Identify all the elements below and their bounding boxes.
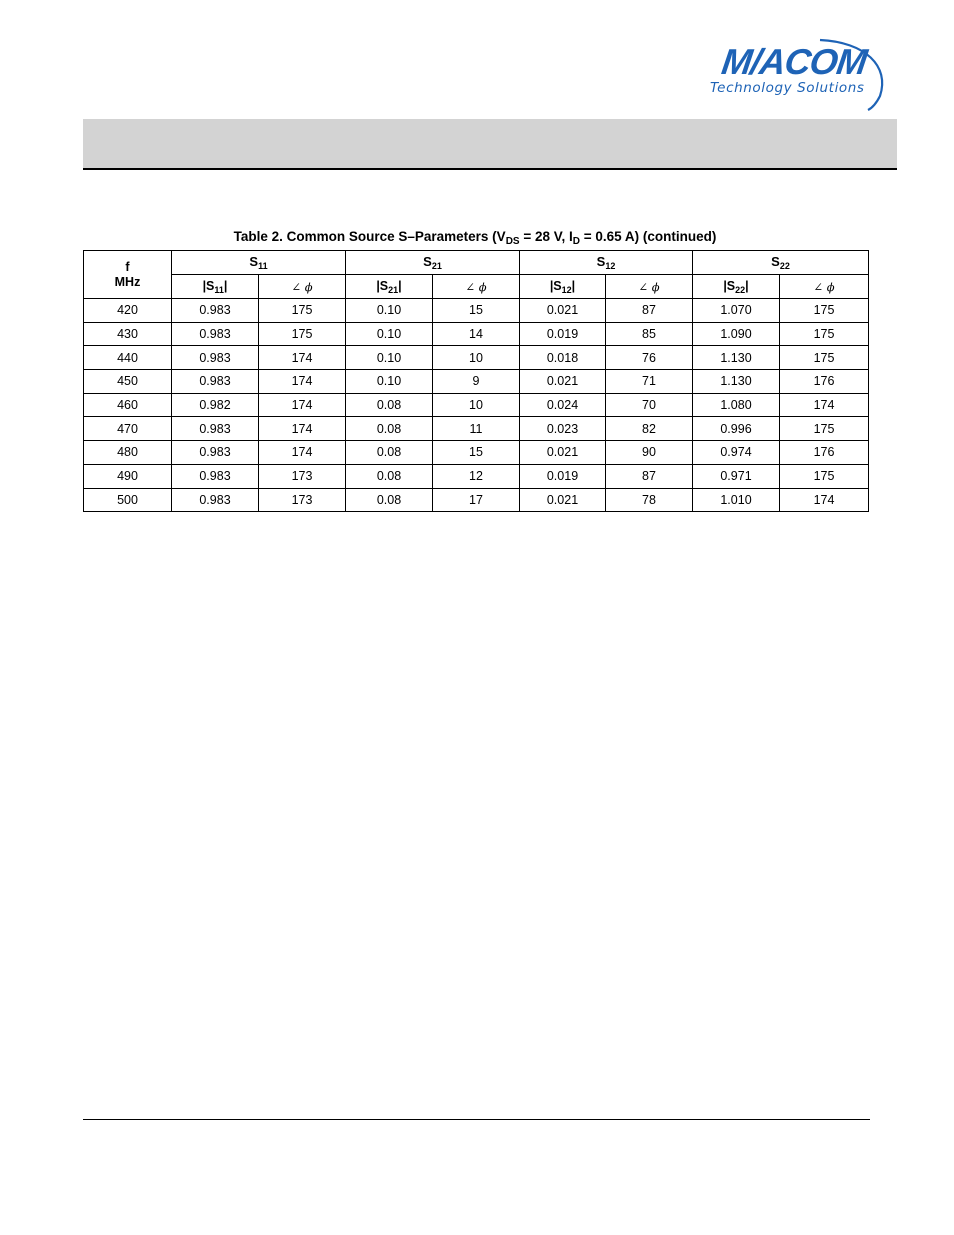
caption-suffix: = 0.65 A) (continued) <box>580 229 717 244</box>
mag-header-s12: $|S_{12}|$ <box>520 275 606 299</box>
cell-s12-mag: 0.024 <box>520 393 606 417</box>
cell-s21-angle: 10 <box>433 393 520 417</box>
cell-s22-mag: 0.974 <box>693 441 780 465</box>
table-row <box>84 299 869 323</box>
cell-s21-mag: 0.08 <box>346 393 433 417</box>
cell-s12-mag: 0.021 <box>520 370 606 394</box>
cell-s11-angle: 174 <box>259 346 346 370</box>
header-band <box>83 119 897 170</box>
cell-s22-mag: 0.971 <box>693 464 780 488</box>
cell-s12-mag: 0.023 <box>520 417 606 441</box>
cell-s22-angle: 174 <box>780 393 869 417</box>
cell-freq: 490 <box>84 464 172 488</box>
mag-header-s11: $|S_{11}|$ <box>172 275 259 299</box>
footer-rule <box>83 1119 870 1120</box>
cell-s22-angle: 174 <box>780 488 869 512</box>
cell-s21-mag: 0.10 <box>346 299 433 323</box>
cell-s11-angle: 173 <box>259 488 346 512</box>
cell-s22-angle: 176 <box>780 441 869 465</box>
cell-s12-angle: 78 <box>606 488 693 512</box>
macom-logo <box>700 36 890 116</box>
cell-freq: 480 <box>84 441 172 465</box>
cell-s21-mag: 0.08 <box>346 417 433 441</box>
cell-s21-angle: 15 <box>433 441 520 465</box>
cell-s11-angle: 174 <box>259 393 346 417</box>
cell-s11-angle: 175 <box>259 299 346 323</box>
angle-header-s12: ∠ ϕ <box>606 275 693 299</box>
cell-s22-angle: 175 <box>780 322 869 346</box>
caption-mid: = 28 V, I <box>519 229 573 244</box>
table-row <box>84 417 869 441</box>
cell-s11-mag: 0.983 <box>172 322 259 346</box>
cell-s11-mag: 0.983 <box>172 441 259 465</box>
cell-freq: 440 <box>84 346 172 370</box>
cell-s11-mag: 0.983 <box>172 417 259 441</box>
cell-s11-angle: 174 <box>259 417 346 441</box>
cell-s12-angle: 82 <box>606 417 693 441</box>
cell-s11-mag: 0.982 <box>172 393 259 417</box>
group-header-s22: $S_{22}$ <box>693 251 869 275</box>
cell-s12-angle: 71 <box>606 370 693 394</box>
cell-s21-angle: 10 <box>433 346 520 370</box>
angle-header-s22: ∠ ϕ <box>780 275 869 299</box>
table-body <box>84 299 869 512</box>
cell-s11-angle: 173 <box>259 464 346 488</box>
cell-s11-mag: 0.983 <box>172 464 259 488</box>
cell-s22-mag: 1.130 <box>693 346 780 370</box>
table-caption <box>83 229 867 247</box>
freq-header-unit: MHz <box>114 274 141 289</box>
cell-freq: 430 <box>84 322 172 346</box>
table-row <box>84 346 869 370</box>
cell-freq: 500 <box>84 488 172 512</box>
cell-s12-mag: 0.019 <box>520 464 606 488</box>
cell-s12-mag: 0.018 <box>520 346 606 370</box>
cell-freq: 470 <box>84 417 172 441</box>
group-header-s21: $S_{21}$ <box>346 251 520 275</box>
table-row <box>84 441 869 465</box>
logo-tagline: Technology Solutions <box>710 80 865 96</box>
table-row <box>84 464 869 488</box>
cell-s21-angle: 11 <box>433 417 520 441</box>
cell-s22-angle: 176 <box>780 370 869 394</box>
mag-header-s21: $|S_{21}|$ <box>346 275 433 299</box>
caption-prefix: Table 2. Common Source S–Parameters (V <box>233 229 506 244</box>
cell-s11-mag: 0.983 <box>172 488 259 512</box>
cell-s12-mag: 0.021 <box>520 488 606 512</box>
cell-s12-angle: 87 <box>606 299 693 323</box>
cell-freq: 460 <box>84 393 172 417</box>
cell-s22-mag: 1.090 <box>693 322 780 346</box>
angle-header-s11: ∠ ϕ <box>259 275 346 299</box>
cell-s21-mag: 0.10 <box>346 322 433 346</box>
cell-s11-angle: 174 <box>259 370 346 394</box>
table-row <box>84 488 869 512</box>
cell-s11-angle: 174 <box>259 441 346 465</box>
cell-s22-angle: 175 <box>780 464 869 488</box>
cell-freq: 450 <box>84 370 172 394</box>
cell-s22-angle: 175 <box>780 417 869 441</box>
cell-s12-angle: 90 <box>606 441 693 465</box>
cell-s12-angle: 70 <box>606 393 693 417</box>
cell-freq: 420 <box>84 299 172 323</box>
cell-s21-angle: 9 <box>433 370 520 394</box>
cell-s21-mag: 0.08 <box>346 464 433 488</box>
cell-s12-angle: 87 <box>606 464 693 488</box>
cell-s12-angle: 85 <box>606 322 693 346</box>
cell-s12-angle: 76 <box>606 346 693 370</box>
angle-header-s21: ∠ ϕ <box>433 275 520 299</box>
cell-s11-mag: 0.983 <box>172 370 259 394</box>
freq-header <box>84 251 172 299</box>
freq-header-f: f <box>125 259 130 274</box>
cell-s21-mag: 0.08 <box>346 441 433 465</box>
cell-s12-mag: 0.021 <box>520 441 606 465</box>
cell-s21-angle: 15 <box>433 299 520 323</box>
cell-s21-angle: 12 <box>433 464 520 488</box>
cell-s22-angle: 175 <box>780 299 869 323</box>
cell-s21-angle: 17 <box>433 488 520 512</box>
cell-s21-mag: 0.10 <box>346 370 433 394</box>
cell-s11-mag: 0.983 <box>172 299 259 323</box>
cell-s11-mag: 0.983 <box>172 346 259 370</box>
cell-s21-angle: 14 <box>433 322 520 346</box>
table-row <box>84 370 869 394</box>
logo-wordmark: M/ACOM <box>719 41 869 82</box>
cell-s22-mag: 1.070 <box>693 299 780 323</box>
table-row <box>84 393 869 417</box>
table-row <box>84 322 869 346</box>
caption-id-sub: D <box>572 236 580 247</box>
cell-s22-mag: 1.130 <box>693 370 780 394</box>
cell-s12-mag: 0.019 <box>520 322 606 346</box>
caption-vds-sub: DS <box>505 236 520 247</box>
cell-s22-mag: 0.996 <box>693 417 780 441</box>
group-header-s11: $S_{11}$ <box>172 251 346 275</box>
cell-s22-mag: 1.080 <box>693 393 780 417</box>
cell-s22-mag: 1.010 <box>693 488 780 512</box>
cell-s11-angle: 175 <box>259 322 346 346</box>
cell-s22-angle: 175 <box>780 346 869 370</box>
group-header-s12: $S_{12}$ <box>520 251 693 275</box>
mag-header-s22: $|S_{22}|$ <box>693 275 780 299</box>
cell-s21-mag: 0.08 <box>346 488 433 512</box>
s-parameter-table <box>83 250 869 512</box>
cell-s12-mag: 0.021 <box>520 299 606 323</box>
cell-s21-mag: 0.10 <box>346 346 433 370</box>
